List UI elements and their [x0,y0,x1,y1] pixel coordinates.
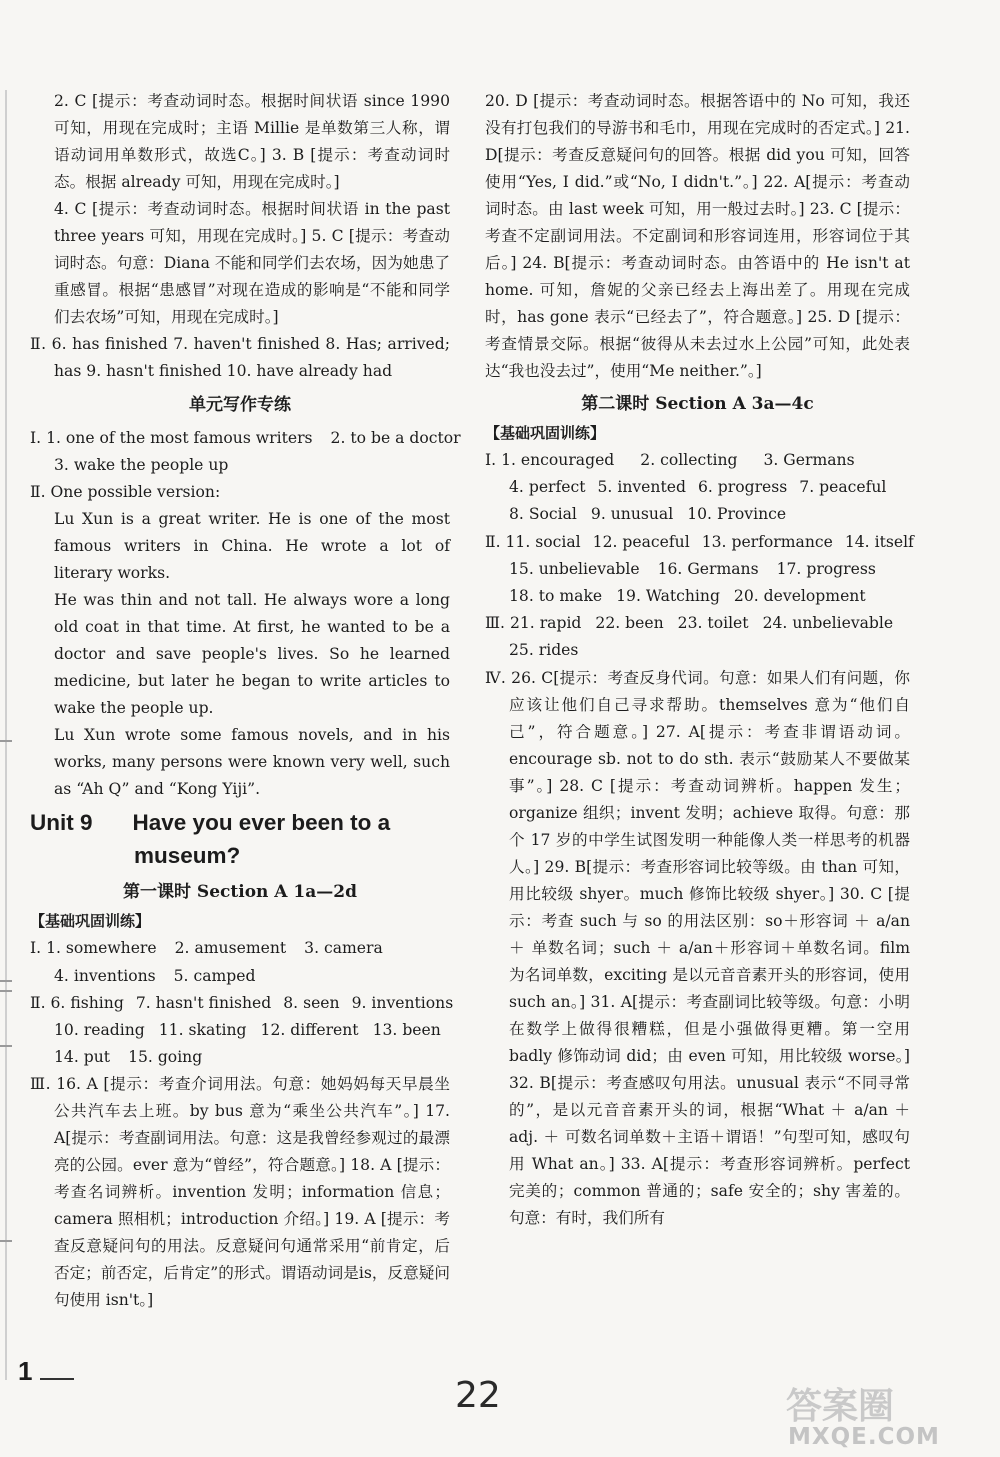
answer-paragraph: Ⅳ. 26. C[提示：考查反身代词。句意：如果人们有问题，你应该让他们自己寻求帮助。themselves 意为“他们自己”，符合题意。] 27. A[提示：考查非谓语动词。encourage sb. not to do sth. 表示“鼓励某人不要做某事”。] 28. C [提示：考查动词辨析。happen 发生；organize 组织；invent 发明；achieve 取得。句意：那个 17 岁的中学生试图发明一种能像人类一样思考的机器人。] 29. B[提示：考查形容词比较等级。由 than 可知，用比较级 shyer。much 修饰比较级 shyer。] 30. C [提示：考查 such 与 so 的用法区别：so＋形容词 ＋ a/an ＋ 单数名词；such ＋ a/an＋形容词＋单数名词。film 为名词单数，exciting 是以元音音素开头的形容词，使用 such an。] 31. A[提示：考查副词比较等级。句意：小明在数学上做得很糟糕，但是小强做得更糟。第一空用 badly 修饰动词 did；由 even 可知，用比较级 worse。] 32. B[提示：考查感叹句用法。unusual 表示“不同寻常的”，是以元音音素开头的词，根据“What ＋ a/an ＋ adj. ＋ 可数名词单数＋主语＋谓语！”句型可知，感叹句用 What an。] 33. A[提示：考查形容词辨析。perfect 完美的；common 普通的；safe 安全的；shy 害羞的。句意：有时，我们所有 [485,668,910,1227]
answer-row [485,529,914,556]
handwritten-number: 22 [455,1375,501,1416]
answer-item: 5. camped [173,966,256,985]
answer-row [30,935,450,962]
answer-row [485,637,910,664]
answer-row [30,1017,450,1044]
answer-item: Ⅰ. 1. somewhere [30,939,157,958]
answer-item: 6. progress [697,478,788,497]
answer-row [30,1044,450,1071]
unit-name: Have you ever been to a [132,810,391,836]
answer-item: Ⅱ. 11. social [485,532,581,551]
answer-item: 22. been [595,614,664,633]
answer-row [485,474,910,501]
left-column [30,88,461,1314]
answer-item: 2. collecting [640,451,738,469]
answer-paragraph: 20. D [提示：考查动词时态。根据答语中的 No 可知，我还没有打包我们的导游书和毛巾，用现在完成时的否定式。] 21. D[提示：考查反意疑问句的回答。根据 did you 可知，回答使用“Yes, I did.”或“No, I didn't.”。] 22. A[提示：考查动词时态。由 last week 可知，用一般过去时。] 23. C [提示：考查不定副词用法。不定副词和形容词连用，形容词位于其后。] 24. B[提示：考查动词时态。由答语中的 He isn't at home. 可知，詹妮的父亲已经去上海出差了。用现在完成时，has gone 表示“已经去了”，符合题意。] 25. D [提示：考查情景交际。根据“彼得从未去过水上公园”可知，此处表达“我也没去过”，使用“Me neither.”。] [485,92,910,380]
binding-tick [0,1240,12,1242]
right-column [485,88,914,1232]
practice-label: 【基础巩固训练】 [30,912,151,931]
answer-row [485,556,910,583]
essay-paragraph: Lu Xun wrote some famous novels, and in his works, many persons were known very well, such as “Ah Q” and “Kong Yiji”. [54,726,450,799]
answer-item: 8. seen [283,993,340,1012]
answer-item: 2. amusement [174,939,287,958]
answer-item: 24. unbelievable [762,614,894,633]
answer-row [485,501,910,528]
answer-item: Ⅰ. 1. encouraged [485,451,615,469]
answer-paragraph: Ⅲ. 16. A [提示：考查介词用法。句意：她妈妈每天早晨坐公共汽车去上班。by bus 意为“乘坐公共汽车”。] 17. A[提示：考查副词用法。句意：这是我曾经参观过的最漂亮的公园。ever 意为“曾经”，符合题意。] 18. A [提示：考查名词辨析。invention 发明；information 信息；camera 照相机；introduction 介绍。] 19. A [提示：考查反意疑问句的用法。反意疑问句通常采用“前肯定，后否定；前否定，后肯定”的形式。谓语动词是is，反意疑问句使用 isn't。] [30,1075,450,1310]
section-heading: 单元写作专练 [189,395,291,415]
practice-label: 【基础巩固训练】 [485,424,606,442]
essay-heading: Ⅱ. One possible version: [30,483,221,502]
binding-tick [0,980,12,982]
answer-row [30,452,450,479]
answer-row [485,447,910,474]
answer-item: Ⅰ. 1. one of the most famous writers [30,429,313,447]
binding-tick [0,990,12,992]
answer-item: 7. peaceful [799,478,887,497]
answer-item: 13. performance [701,532,833,551]
answer-item: 9. unusual [590,505,674,524]
binding-tick [0,1045,12,1047]
answer-row [30,425,461,452]
unit-name-continued: museum? [134,843,241,869]
unit-label: Unit 9 [30,810,93,836]
answer-item: 9. inventions [351,993,454,1012]
answer-item: 4. perfect [509,478,586,497]
answer-row [30,963,450,990]
unit-title [30,807,450,839]
answer-item: 18. to make [509,587,603,606]
answer-paragraph: 4. C [提示：考查动词时态。根据时间状语 in the past three years 可知，用现在完成时。] 5. C [提示：考查动词时态。句意：Diana 不能和同学们去农场，因为她患了重感冒。根据“患感冒”对现在造成的影响是“不能和同学们去农场”可知，用现在完成时。] [54,200,450,326]
answer-item: Ⅲ. 21. rapid [485,614,582,633]
answer-item: 14. itself [844,532,914,551]
watermark-text: 答案圈 [786,1386,895,1427]
binding-tick [0,740,12,742]
lesson-heading: 第一课时 Section A 1a—2d [123,882,357,903]
answer-item: 25. rides [509,641,579,660]
answer-item: 12. peaceful [592,532,690,551]
answer-row [30,990,454,1017]
answer-item: 4. inventions [54,966,156,985]
answer-item: 11. skating [158,1021,247,1040]
answer-item: 15. unbelievable [509,559,640,578]
binding-edge [5,90,7,1380]
watermark-logo [746,1386,986,1448]
answer-row [485,610,910,637]
answer-row [485,583,910,610]
answer-paragraph: Ⅱ. 6. has finished 7. haven't finished 8. Has; arrived; has 9. hasn't finished 10. have already had [30,335,450,380]
answer-item: 12. different [260,1021,359,1040]
answer-item: 3. Germans [763,451,855,469]
answer-item: 7. hasn't finished [135,993,272,1012]
page-number: 1 [18,1356,33,1386]
answer-item: 16. Germans [657,559,759,578]
answer-item: 13. been [372,1021,441,1040]
answer-item: Ⅱ. 6. fishing [30,993,124,1012]
answer-paragraph: 2. C [提示：考查动词时态。根据时间状语 since 1990 可知，用现在完成时；主语 Millie 是单数第三人称，谓语动词用单数形式，故选C。] 3. B [提示：考查动词时态。根据 already 可知，用现在完成时。] [54,92,450,191]
answer-item: 2. to be a doctor [330,429,461,447]
answer-item: 15. going [128,1048,203,1067]
answer-item: 23. toilet [677,614,749,633]
lesson-heading: 第二课时 Section A 3a—4c [581,394,814,414]
answer-item: 14. put [54,1048,111,1067]
answer-item: 3. wake the people up [54,456,229,475]
answer-item: 20. development [733,587,866,606]
answer-item: 19. Watching [616,587,720,606]
answer-item: 17. progress [776,559,876,578]
answer-item: 3. camera [304,939,383,958]
watermark-url: MXQE.COM [788,1424,940,1448]
essay-paragraph: He was thin and not tall. He always wore a long old coat in that time. At first, he wanted to be a doctor and save people's lives. So he learned medicine, but later he began to write articles to wake the people up. [54,591,450,718]
footer-rule [40,1378,74,1380]
answer-item: 10. reading [54,1021,145,1040]
essay-paragraph: Lu Xun is a great writer. He is one of the most famous writers in China. He wrote a lot of literary works. [54,510,450,583]
answer-item: 5. invented [597,478,686,497]
answer-item: 8. Social [509,505,577,524]
answer-item: 10. Province [687,505,787,524]
